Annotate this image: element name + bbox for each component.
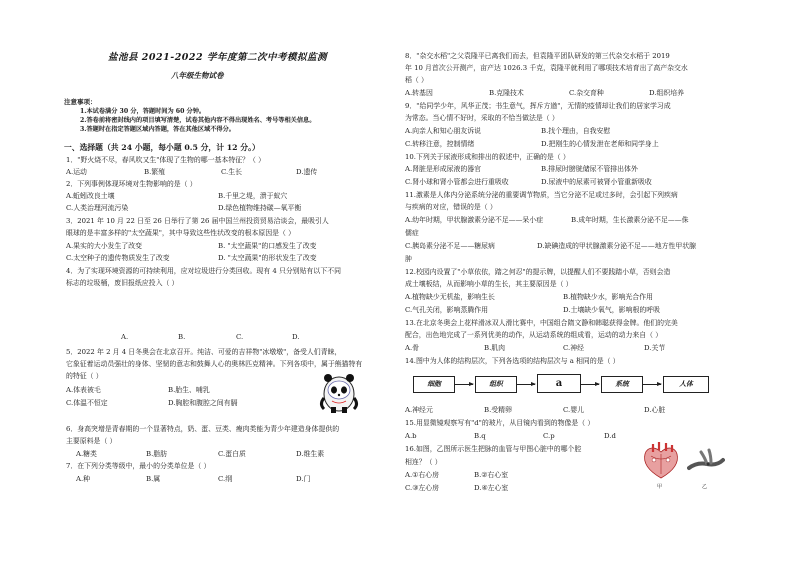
option: C.生长 [221, 168, 242, 176]
option: A.转基因 [405, 89, 433, 97]
option: B.受精卵 [484, 406, 512, 414]
flow-box: a [537, 374, 581, 393]
figure-label: 甲 [657, 484, 663, 490]
option: A.糖类 [76, 450, 97, 458]
option: B.植物缺少水，影响光合作用 [563, 293, 653, 301]
option: D.关节 [644, 344, 666, 352]
option: A.植物缺少无机盐，影响生长 [405, 293, 495, 301]
option: D.把刚生的心情发泄在老师和同学身上 [541, 140, 659, 148]
option: D.绿色植物维持碳—氧平衡 [218, 204, 302, 212]
flow-box: 细胞 [413, 376, 455, 393]
question-stem: 15.用显微镜观察写有"d"的玻片，从目镜内看到的物像是（ ） [405, 419, 595, 427]
option: A.肾脏是形成尿液的器官 [405, 165, 482, 173]
option: C.人类治理河流污染 [66, 204, 129, 212]
question-stem: 标志的垃圾桶，废旧报纸应投入（ ） [66, 279, 179, 287]
option: D.门 [296, 475, 311, 483]
option: D.缺碘造成的甲状腺激素分泌不足——地方性甲状腺 [537, 242, 697, 250]
option: B.脂肪 [146, 450, 168, 458]
question-stem: 为常态。当心情不好时，采取的不恰当做法是（ ） [405, 114, 559, 122]
option: C.p [543, 432, 555, 440]
notice-item: 3.答题时在指定答题区域内答题，答在其他区域不得分。 [80, 126, 235, 133]
option: A.体表被毛 [66, 386, 101, 394]
option: 儒症 [405, 229, 419, 237]
option: B.②右心室 [474, 471, 509, 479]
question-stem: 7．在下列分类等级中，最小的分类单位是（ ） [66, 462, 211, 470]
question-stem: 它象征着运动员强壮的身体、坚韧的意志和鼓舞人心的奥林匹克精神。下列各项中，属于熊猫特有 [66, 360, 363, 368]
question-stem: 12.校园内设置了"小草依依，踏之何忍"的提示牌，以提醒人们不要践踏小草，否则会造 [405, 268, 671, 276]
question-stem: 14.图中为人体的结构层次，下列各选项的结构层次与 a 相同的是（ ） [405, 357, 620, 365]
option: 肿 [405, 255, 412, 263]
question-stem: 6．身高突增是青春期的一个显著特点，奶、蛋、豆类、瘦肉类能为青少年建造身体提供的 [66, 425, 340, 433]
question-stem: 10.下列关于尿液形成和排出的叙述中，正确的是（ ） [405, 153, 570, 161]
question-stem: 年 10 月首次公开测产，亩产达 1026.3 千克，袁隆平就利用了哪项技术培育出了高产杂交水 [405, 64, 688, 72]
option: B.成年时期，生长激素分泌不足——侏 [571, 216, 689, 224]
option: A.①右心房 [405, 471, 440, 479]
question-stem: 的特征（ ） [66, 372, 103, 380]
wrist-pulse-icon [687, 446, 725, 480]
option: B. [178, 333, 186, 341]
question-stem: 11.激素是人体内分泌系统分泌的重要调节物质，当它分泌不足或过多时，会引起下列疾病 [405, 191, 678, 199]
option: B.克隆技术 [489, 89, 524, 97]
option: A.神经元 [405, 406, 433, 414]
question-stem: 5．2022 年 2 月 4 日冬奥会在北京召开。纯洁、可爱的吉祥物"冰墩墩"，备受人们青睐， [66, 348, 342, 356]
option: C.杂交育种 [569, 89, 604, 97]
question-stem: 相连？（ ） [405, 458, 442, 466]
option: D.尿液中的尿素可被肾小管重新吸收 [541, 178, 652, 186]
option: A.幼年时期，甲状腺激素分泌不足——呆小症 [405, 216, 544, 224]
option: D.心脏 [644, 406, 666, 414]
option: A.蚯蚓改良土壤 [66, 192, 115, 200]
option: C.③左心房 [405, 484, 440, 492]
flow-box: 组织 [475, 376, 517, 393]
question-stem: 稻（ ） [405, 76, 428, 84]
question-stem: 1．"野火烧不尽，春风吹又生"体现了生物的哪一基本特征？（ ） [66, 156, 265, 164]
question-stem: 9．"给同学少年，风华正茂；书生意气，挥斥方遒"，无情的疫情却让我们的居家学习成 [405, 102, 671, 110]
question-stem: 16.如图，乙图所示医生把脉的血管与甲图心脏中的哪个腔 [405, 445, 582, 453]
option: C.体温不恒定 [66, 399, 108, 407]
exam-title: 盐池县 2021-2022 学年度第二次中考模拟监测 [108, 52, 327, 63]
figure-label: 乙 [702, 484, 708, 490]
option: B. "太空蔬果"的口感发生了改变 [218, 242, 317, 250]
question-stem: 3．2021 年 10 月 22 日至 26 日举行了第 26 届中国兰州投资贸易洽谈会，最吸引人 [66, 217, 329, 225]
question-stem: 4．为了实现环境资源的可持续利用，应对垃圾进行分类回收。现有 4 只分别贴有以下不同 [66, 267, 341, 275]
option: A.种 [76, 475, 91, 483]
question-stem: 眼球的是丰富多样的"太空蔬果"，其中导致这些性状改变的根本原因是（ ） [66, 229, 296, 237]
arrow-right-icon [581, 384, 599, 385]
exam-subtitle: 八年级生物试卷 [171, 71, 224, 80]
question-stem: 2．下列事例体现环境对生物影响的是（ ） [66, 180, 197, 188]
option: B.排尿时膀胱储尿不管排出体外 [541, 165, 638, 173]
option: C.胰岛素分泌不足——糖尿病 [405, 242, 495, 250]
option: D.土壤缺少氧气，影响根的呼吸 [563, 306, 661, 314]
option: B.胎生、哺乳 [168, 386, 210, 394]
arrow-right-icon [455, 384, 473, 385]
option: B.属 [146, 475, 161, 483]
question-stem: 13.在北京冬奥会上花样滑冰双人滑比赛中，中国组合隋文静和韩聪获得金牌。他们的完美 [405, 319, 678, 327]
question-stem: 主要原料是（ ） [66, 437, 117, 445]
arrow-right-icon [517, 384, 535, 385]
question-stem: 与疾病的对应，错误的是（ ） [405, 203, 497, 211]
option: D.遗传 [296, 168, 318, 176]
option: A. [121, 333, 129, 341]
flow-box: 人体 [663, 376, 709, 393]
option: C.蛋白质 [218, 450, 246, 458]
option: B.找个理由，自我安慰 [541, 127, 611, 135]
option: C.肾小球和肾小管都会进行重吸收 [405, 178, 509, 186]
option: D.④左心室 [474, 484, 509, 492]
option: C.婴儿 [563, 406, 584, 414]
flow-box: 系统 [601, 376, 643, 393]
option: A.向亲人和知心朋友诉说 [405, 127, 482, 135]
question-stem: 配合，出色地完成了一系列优美的动作，从运动系统的组成看，运动的动力来自（ ） [405, 331, 663, 339]
option: C.神经 [563, 344, 584, 352]
option: C.转移注意，控制情绪 [405, 140, 475, 148]
question-stem: 8．"杂交水稻"之父袁隆平已离我们而去，但袁隆平团队研发的第三代杂交水稻于 2019 [405, 52, 670, 60]
notice-item: 2.答卷前将密封线内的项目填写清楚，试卷其他内容不得出现姓名、考号等相关信息。 [80, 117, 316, 124]
option: D. "太空蔬果"的形状发生了改变 [218, 254, 317, 262]
panda-mascot-icon [316, 370, 362, 416]
notice-heading: 注意事项： [64, 98, 97, 106]
option: A.b [405, 432, 417, 440]
option: D. [292, 333, 300, 341]
option: C. [236, 333, 244, 341]
option: B.q [474, 432, 486, 440]
option: A.运动 [66, 168, 87, 176]
option: B.千里之堤，溃于蚁穴 [218, 192, 288, 200]
option: D.维生素 [296, 450, 325, 458]
section-heading: 一、选择题（共 24 小题，每小题 0.5 分，计 12 分。） [64, 143, 260, 152]
notice-item: 1.本试卷满分 30 分，答题时间为 60 分钟。 [80, 108, 206, 115]
option: D.组织培养 [649, 89, 685, 97]
option: D.d [604, 432, 616, 440]
option: B.繁殖 [144, 168, 166, 176]
option: C.太空种子的遗传物质发生了改变 [66, 254, 170, 262]
option: C.纲 [218, 475, 233, 483]
option: A.果实的大小发生了改变 [66, 242, 143, 250]
arrow-right-icon [643, 384, 661, 385]
option: B.肌肉 [484, 344, 506, 352]
option: C.气孔关闭，影响蒸腾作用 [405, 306, 489, 314]
question-stem: 成土壤板结，从而影响小草的生长，其主要原因是（ ） [405, 280, 573, 288]
option: A.骨 [405, 344, 420, 352]
option: D.胸腔和腹腔之间有膈 [168, 399, 238, 407]
heart-diagram-icon [639, 440, 683, 482]
